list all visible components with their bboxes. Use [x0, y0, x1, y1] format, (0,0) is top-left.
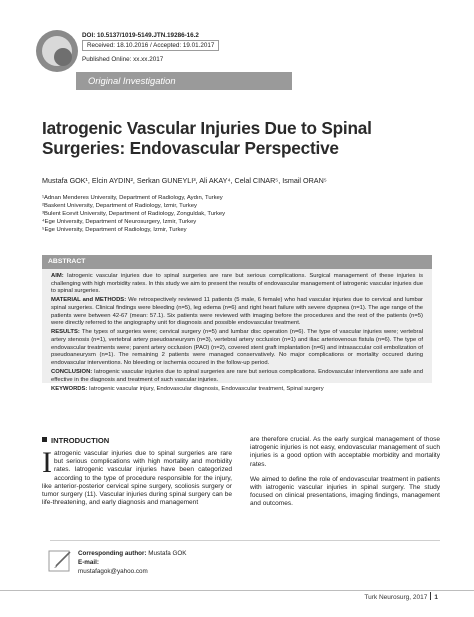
- intro-right-column: [250, 436, 440, 516]
- intro-paragraph-3: We aimed to define the role of endovascular treatment in patients with iatrogenic vascular injuries in spinal surgery. The study focused on clinical presentations, imaging findings, management and outcomes.: [250, 475, 440, 508]
- footer-divider: [0, 590, 474, 591]
- author-list: Mustafa GOK¹, Elcin AYDIN², Serkan GUNEYLI³, Ali AKAY⁴, Celal CINAR⁵, Ismail ORAN⁵: [42, 176, 327, 185]
- journal-citation: Turk Neurosurg, 2017: [364, 594, 428, 601]
- email-label: E-mail:: [78, 559, 99, 566]
- abstract-conclusion: CONCLUSION: Iatrogenic vascular injuries due to spinal surgeries are rare but serious complications. Endovascular interventions are safe and effective in the diagnosis and treatment of such vascular injuries.: [51, 368, 423, 383]
- affiliation-2: ²Baskent University, Department of Radiology, Izmir, Turkey: [42, 203, 197, 209]
- intro-paragraph-1: atrogenic vascular injuries due to spinal surgeries are rare but serious complications with high mortality and morbidity rates. Iatrogenic vascular injuries have been categorized according to the type of procedure responsible for the injury, like anterior-posterior cervical spine surgery, scoliosis surgery or tumor surgery (11). Vascular injuries during spinal surgery can be life-threatening, and early diagnosis and management: [42, 450, 232, 507]
- abstract-keywords: KEYWORDS: Iatrogenic vascular injury, Endovascular diagnosis, Endovascular treatment, Spinal surgery: [51, 385, 324, 392]
- article-title: Iatrogenic Vascular Injuries Due to Spinal Surgeries: Endovascular Perspective: [42, 118, 372, 158]
- abstract-aim: AIM: Iatrogenic vascular injuries due to spinal surgeries are rare but serious complications. Surgical management of these injuries is challenging with high morbidity rates. In this study we aim to present the results of endovascular management of iatrogenic vascular injuries due to spinal surgeries.: [51, 273, 423, 295]
- email-link[interactable]: mustafagok@yahoo.com: [78, 568, 148, 575]
- page-number: 1: [434, 594, 438, 601]
- intro-left-column: [42, 446, 232, 507]
- affiliation-3: ³Bulent Ecevit University, Department of Radiology, Zonguldak, Turkey: [42, 211, 226, 217]
- intro-paragraph-2: are therefore crucial. As the early surgical management of those iatrogenic injuries is not easy, endovascular management of such injuries is a good option with acceptable morbidity and mortality rates.: [250, 436, 440, 468]
- abstract-methods: MATERIAL and METHODS: We retrospectively reviewed 11 patients (5 male, 6 female) who had vascular injuries due to cervical and lumbar spinal surgeries. Clinical findings were bleeding (n=5), leg edema (n=6) and right heart failure with severe dyspnea (n=1). The age range of the patients were between 42-67 (mean: 57.1). Six patients were reviewed with imaging before the procedures and the rest of the patients (n=5) were directly referred to the angiography unit for diagnosis and possible endovascular treatment.: [51, 297, 423, 327]
- published-date: Published Online: xx.xx.2017: [82, 56, 164, 63]
- dropcap: I: [42, 446, 52, 479]
- page-footer: [364, 592, 438, 601]
- doi[interactable]: DOI: 10.5137/1019-5149.JTN.19286-16.2: [82, 32, 199, 39]
- affiliation-5: ⁵Ege University, Department of Radiology, Izmir, Turkey: [42, 227, 187, 233]
- bullet-square-icon: [42, 437, 47, 442]
- affiliation-1: ¹Adnan Menderes University, Department of Radiology, Aydın, Turkey: [42, 195, 223, 201]
- divider: [50, 540, 440, 541]
- corresponding-author: Corresponding author: Mustafa GOK: [78, 550, 187, 557]
- journal-logo: [36, 30, 78, 72]
- article-type-ribbon: Original Investigation: [76, 72, 292, 90]
- abstract-heading: ABSTRACT: [42, 255, 432, 269]
- received-date: Received: 18.10.2016 / Accepted: 19.01.2017: [82, 42, 219, 49]
- abstract-body: [42, 269, 432, 392]
- introduction-heading: INTRODUCTION: [42, 436, 109, 445]
- affiliation-4: ⁴Ege University, Department of Neurosurgery, Izmir, Turkey: [42, 219, 197, 225]
- abstract-results: RESULTS: The types of surgeries were; cervical surgery (n=5) and lumbar disc operation (n=6). The type of vascular injuries were; vertebral artery stenosis (n=1), vertebral artery pseudoaneurysm (n=3), vertebral artery occlusion (n=1) and iliac arteriovenous fistula (n=6). The type of endovascular treatments were; parent artery occlusion (PAO) (n=2), covered stent graft implantation (n=6) and intrasaccular coil embolization of pseudoaneurysm (n=1). The remaining 2 patients were managed conservatively. No major complications or mortality occured during endovascular interventions. No bleeding or ischemia occured in the follow-up period.: [51, 329, 423, 366]
- pen-icon: [48, 548, 74, 574]
